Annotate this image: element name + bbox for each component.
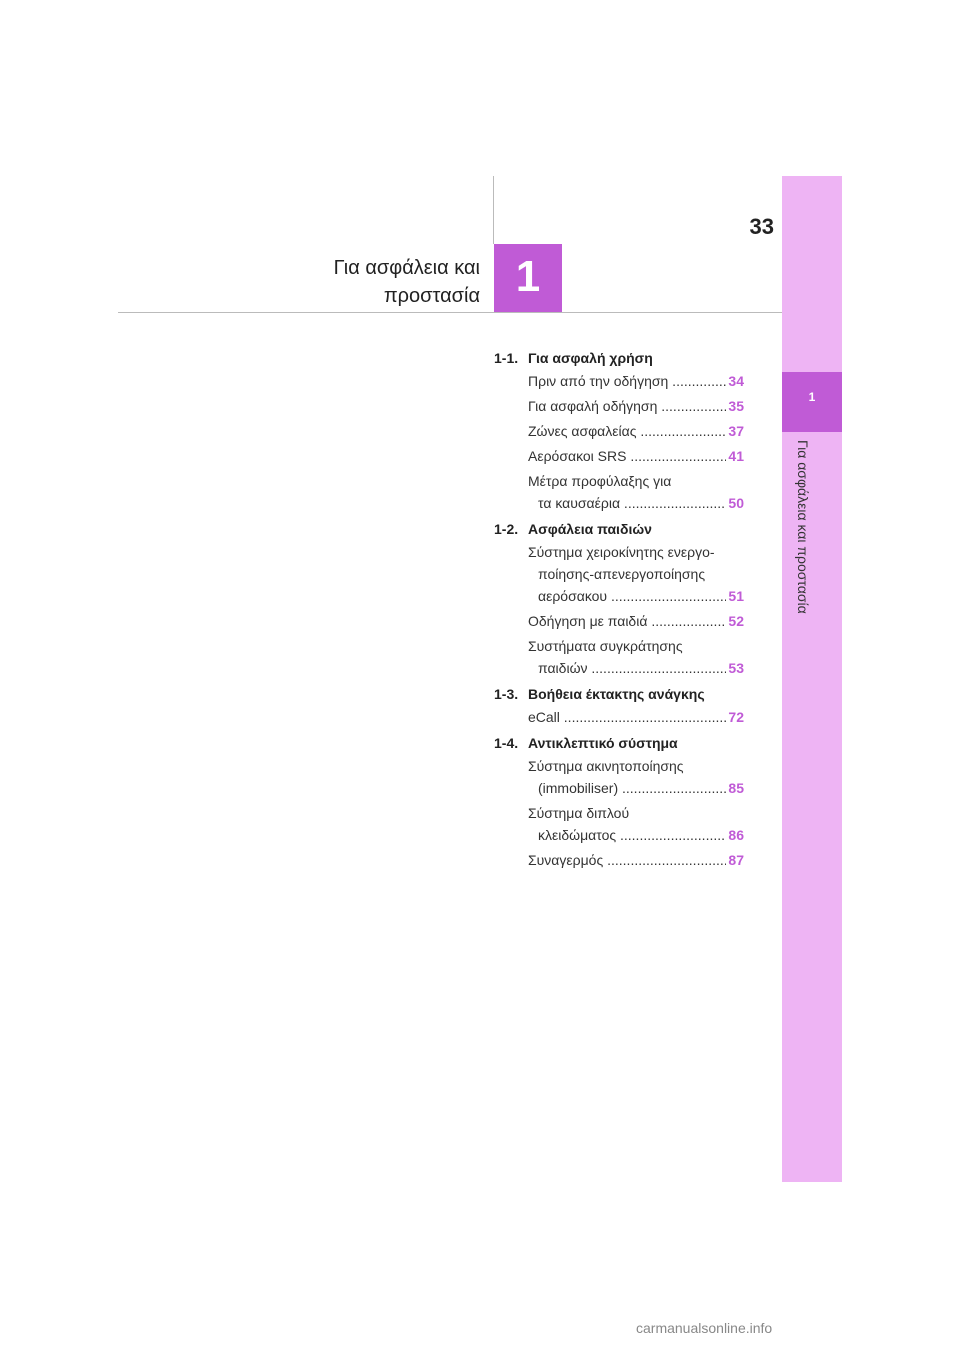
side-chapter-label: Για ασφάλεια και προστασία bbox=[795, 440, 811, 614]
toc-page-link[interactable]: 53 bbox=[728, 660, 744, 676]
toc-page-link[interactable]: 41 bbox=[728, 448, 744, 464]
toc-section-heading[interactable] bbox=[494, 517, 744, 541]
toc-entry-text: αερόσακου ..... bbox=[538, 585, 726, 607]
toc-entry[interactable] bbox=[528, 706, 744, 728]
toc-page-link[interactable]: 34 bbox=[728, 373, 744, 389]
header-divider bbox=[118, 312, 782, 313]
header-divider-vertical bbox=[493, 176, 494, 244]
toc-entry[interactable] bbox=[528, 420, 744, 442]
toc-page-link[interactable]: 51 bbox=[728, 588, 744, 604]
toc-page-link[interactable]: 72 bbox=[728, 709, 744, 725]
toc-entry[interactable] bbox=[528, 849, 744, 871]
toc-section-heading[interactable] bbox=[494, 731, 744, 755]
toc-entry-text: Για ασφαλή οδήγηση ..... bbox=[528, 395, 726, 417]
chapter-title-line2: προστασία bbox=[383, 285, 480, 307]
toc-entry-text: ποίησης-απενεργοποίησης bbox=[538, 566, 706, 582]
toc-page-link[interactable]: 85 bbox=[728, 780, 744, 796]
toc-entry-text: κλειδώματος ..... bbox=[538, 824, 726, 846]
toc-entry[interactable] bbox=[528, 610, 744, 632]
toc-entry-text: Μέτρα προφύλαξης για bbox=[528, 473, 672, 489]
toc-entry-text: Αερόσακοι SRS ..... bbox=[528, 445, 726, 467]
toc-entry-text: Σύστημα ακινητοποίησης bbox=[528, 758, 684, 774]
chapter-title-line1: Για ασφάλεια και bbox=[333, 257, 480, 279]
toc-page-link[interactable]: 87 bbox=[728, 852, 744, 868]
toc-entry[interactable] bbox=[528, 470, 744, 514]
toc-page-link[interactable]: 37 bbox=[728, 423, 744, 439]
toc-section-title: Αντικλεπτικό σύστημα bbox=[528, 735, 678, 751]
toc-page-link[interactable]: 86 bbox=[728, 827, 744, 843]
toc-section-number: 1-3. bbox=[494, 686, 519, 702]
toc-page-link[interactable]: 52 bbox=[728, 613, 744, 629]
watermark-footer: carmanualsonline.info bbox=[636, 1320, 773, 1336]
side-tab-strip bbox=[782, 176, 842, 1182]
toc-section-heading[interactable] bbox=[494, 682, 744, 706]
toc-entry[interactable] bbox=[528, 370, 744, 392]
toc-entry-text: παιδιών ..... bbox=[538, 657, 726, 679]
toc-section-title: Για ασφαλή χρήση bbox=[528, 350, 653, 366]
toc-section-title: Ασφάλεια παιδιών bbox=[528, 521, 652, 537]
toc-page-link[interactable]: 50 bbox=[728, 495, 744, 511]
toc-entry-text: (immobiliser) ..... bbox=[538, 777, 726, 799]
page-number: 33 bbox=[749, 214, 774, 239]
toc-entry-text: Πριν από την οδήγηση ..... bbox=[528, 370, 726, 392]
toc-entry-text: Οδήγηση με παιδιά ..... bbox=[528, 610, 726, 632]
toc-entry-text: τα καυσαέρια ..... bbox=[538, 492, 726, 514]
toc-section-number: 1-4. bbox=[494, 735, 519, 751]
toc-section-title: Βοήθεια έκτακτης ανάγκης bbox=[528, 686, 705, 702]
toc-entry-text: eCall ..... bbox=[528, 706, 726, 728]
side-chapter-number: 1 bbox=[808, 390, 816, 404]
toc-section-number: 1-1. bbox=[494, 350, 519, 366]
chapter-number: 1 bbox=[515, 252, 541, 301]
toc-entry-text: Ζώνες ασφαλείας ..... bbox=[528, 420, 726, 442]
toc-entry-text: Σύστημα διπλού bbox=[528, 805, 630, 821]
toc-entry-text: Συστήματα συγκράτησης bbox=[528, 638, 683, 654]
toc-section-number: 1-2. bbox=[494, 521, 519, 537]
toc-entry[interactable] bbox=[528, 445, 744, 467]
toc-entry[interactable] bbox=[528, 395, 744, 417]
toc-entry-text: Συναγερμός ..... bbox=[528, 849, 726, 871]
toc-section-heading[interactable] bbox=[494, 346, 744, 370]
toc-entry[interactable] bbox=[528, 541, 744, 607]
toc-entry[interactable] bbox=[528, 802, 744, 846]
toc-entry[interactable] bbox=[528, 755, 744, 799]
toc-entry-text: Σύστημα χειροκίνητης ενεργο- bbox=[528, 544, 715, 560]
toc-page-link[interactable]: 35 bbox=[728, 398, 744, 414]
chapter-title bbox=[270, 254, 480, 310]
toc-entry[interactable] bbox=[528, 635, 744, 679]
table-of-contents bbox=[494, 344, 744, 874]
